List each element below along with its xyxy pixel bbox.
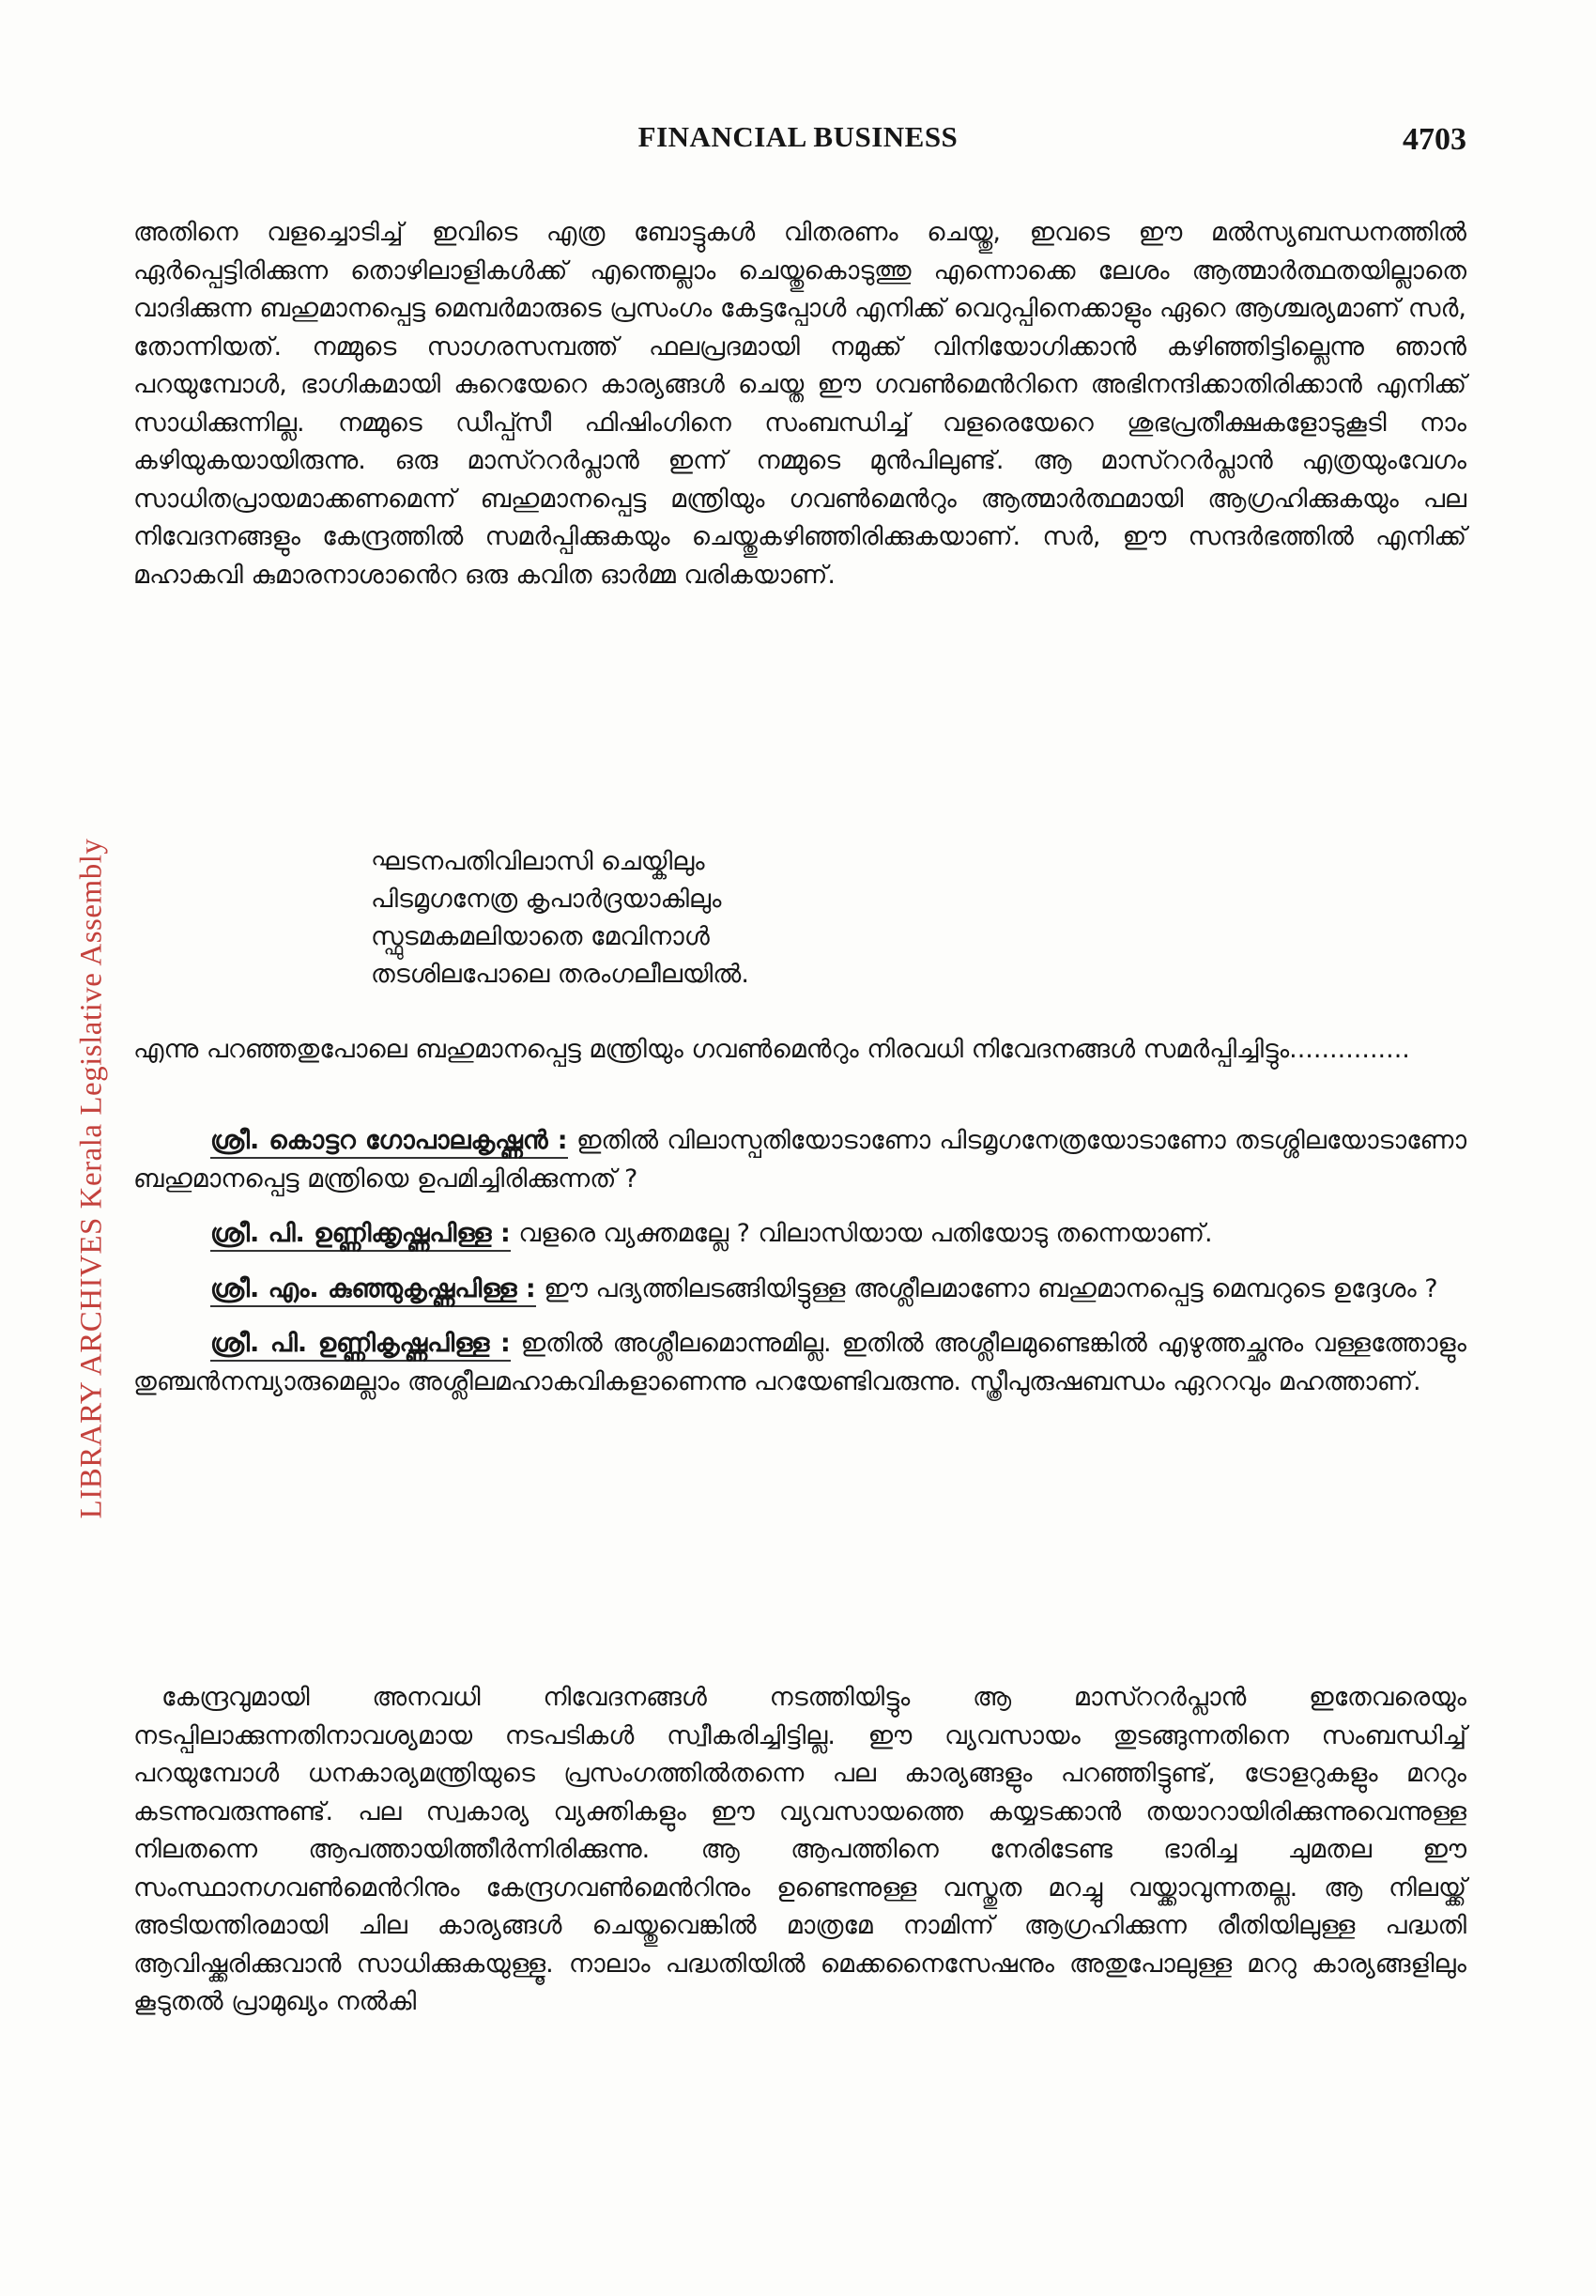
dialogue-turn xyxy=(133,1325,1466,1401)
poem-line: പിടമൃഗനേത്ര കൃപാർദ്രയാകിലും xyxy=(371,885,722,914)
speaker-name: ശ്രീ. പി. ഉണ്ണിക്കൃഷ്ണപിള്ള : xyxy=(210,1219,511,1252)
speech-text: ഇതിൽ വിലാസ്പതിയോടാണോ പിടമൃഗനേത്രയോടാണോ തടശ്ശിലയോടാണോ ബഹുമാനപ്പെട്ട മന്ത്രിയെ ഉപമിച്ചിരിക്കുന്നത് ? xyxy=(133,1126,1467,1194)
archive-watermark: LIBRARY ARCHIVES Kerala Legislative Assembly xyxy=(74,838,109,1519)
poem-line: തടശിലപോലെ തരംഗലീലയിൽ. xyxy=(371,960,749,989)
speaker-name: ശ്രീ. എം. കുഞ്ഞുകൃഷ്ണപിള്ള : xyxy=(210,1274,536,1307)
speaker-name: ശ്രീ. പി. ഉണ്ണികൃഷ്ണപിള്ള : xyxy=(210,1329,511,1362)
dialogue-section xyxy=(133,1122,1466,1418)
poem-line: ഘടനപതിവിലാസി ചെയ്കിലും xyxy=(371,847,705,876)
running-header-title: FINANCIAL BUSINESS xyxy=(637,120,959,153)
poem-line: സ്ഫുടമകമലിയാതെ മേവിനാൾ xyxy=(371,922,710,951)
speech-text: ഈ പദ്യത്തിലടങ്ങിയിട്ടുള്ള അശ്ലീലമാണോ ബഹുമാനപ്പെട്ട മെമ്പറുടെ ഉദ്ദേശം ? xyxy=(535,1273,1438,1303)
dialogue-turn xyxy=(133,1215,1466,1254)
paragraph-final xyxy=(133,1679,1466,2022)
paragraph-text: എന്നു പറഞ്ഞതുപോലെ ബഹുമാനപ്പെട്ട മന്ത്രിയും ഗവൺമെൻറും നിരവധി നിവേദനങ്ങൾ സമർപ്പിച്ചിട്ടും............... xyxy=(133,1035,1410,1064)
speech-text: വളരെ വ്യക്തമല്ലേ ? വിലാസിയായ പതിയോടു തന്നെയാണ്. xyxy=(510,1219,1213,1248)
paragraph-text: കേന്ദ്രവുമായി അനവധി നിവേദനങ്ങൾ നടത്തിയിട്ടും ആ മാസ്ററർപ്ലാൻ ഇതേവരെയും നടപ്പിലാക്കുന്നതിനാവശ്യമായ നടപടികൾ സ്വീകരിച്ചിട്ടില്ല. ഈ വ്യവസായം തുടങ്ങുന്നതിനെ സംബന്ധിച്ച് പറയുമ്പോൾ ധനകാര്യമന്ത്രിയുടെ പ്രസംഗത്തിൽതന്നെ പല കാര്യങ്ങളും പറഞ്ഞിട്ടുണ്ട്, ട്രോളറുകളും മററും കടന്നുവരുന്നുണ്ട്. പല സ്വകാര്യ വ്യക്തികളും ഈ വ്യവസായത്തെ കയ്യടക്കാൻ തയാറായിരിക്കുന്നുവെന്നുള്ള നിലതന്നെ ആപത്തായിത്തീർന്നിരിക്കുന്നു. ആ ആപത്തിനെ നേരിടേണ്ട ഭാരിച്ച ചുമതല ഈ സംസ്ഥാനഗവൺമെൻറിനും കേന്ദ്രഗവൺമെൻറിനും ഉണ്ടെന്നുള്ള വസ്തുത മറച്ചു വയ്ക്കാവുന്നതല്ല. ആ നിലയ്ക്ക് അടിയന്തിരമായി ചില കാര്യങ്ങൾ ചെയ്തുവെങ്കിൽ മാത്രമേ നാമിന്ന് ആഗ്രഹിക്കുന്ന രീതിയിലുള്ള പദ്ധതി ആവിഷ്ക്കരിക്കുവാൻ സാധിക്കുകയുള്ളൂ. നാലാം പദ്ധതിയിൽ മെക്കനൈസേഷനും അതുപോലുള്ള മററു കാര്യങ്ങളിലും കൂടുതൽ പ്രാമുഖ്യം നൽകി xyxy=(133,1683,1466,2016)
speech-text: ഇതിൽ അശ്ലീലമൊന്നുമില്ല. ഇതിൽ അശ്ലീലമുണ്ടെങ്കിൽ എഴുത്തച്ഛനും വള്ളത്തോളും തുഞ്ചൻനമ്പ്യാരുമെല്ലാം അശ്ലീലമഹാകവികളാണെന്നു പറയേണ്ടിവരുന്നു. സ്ത്രീപുരുഷബന്ധം ഏററവും മഹത്താണ്. xyxy=(133,1329,1466,1396)
paragraph-after-poem xyxy=(133,1031,1466,1070)
poem-quote xyxy=(371,843,749,994)
paragraph-text: അതിനെ വളച്ചൊടിച്ച് ഇവിടെ എത്ര ബോട്ടുകൾ വിതരണം ചെയ്തു, ഇവടെ ഈ മൽസ്യബന്ധനത്തിൽ ഏർപ്പെട്ടിരിക്കുന്ന തൊഴിലാളികൾക്ക് എന്തെല്ലാം ചെയ്തുകൊടുത്തു എന്നൊക്കെ ലേശം ആത്മാർത്ഥതയില്ലാതെ വാദിക്കുന്ന ബഹുമാനപ്പെട്ട മെമ്പർമാരുടെ പ്രസംഗം കേട്ടപ്പോൾ എനിക്ക് വെറുപ്പിനെക്കാളും ഏറെ ആശ്ചര്യമാണ് സർ, തോന്നിയത്. നമ്മുടെ സാഗരസമ്പത്ത് ഫലപ്രദമായി നമുക്ക് വിനിയോഗിക്കാൻ കഴിഞ്ഞിട്ടില്ലെന്നു ഞാൻ പറയുമ്പോൾ, ഭാഗികമായി കുറെയേറെ കാര്യങ്ങൾ ചെയ്ത ഈ ഗവൺമെൻറിനെ അഭിനന്ദിക്കാതിരിക്കാൻ എനിക്ക് സാധിക്കുന്നില്ല. നമ്മുടെ ഡീപ്പ്സീ ഫിഷിംഗിനെ സംബന്ധിച്ച് വളരെയേറെ ശുഭപ്രതീക്ഷകളോടുകൂടി നാം കഴിയുകയായിരുന്നു. ഒരു മാസ്ററർപ്ലാൻ ഇന്ന് നമ്മുടെ മുൻപിലുണ്ട്. ആ മാസ്ററർപ്ലാൻ എത്രയുംവേഗം സാധിതപ്രായമാക്കണമെന്ന് ബഹുമാനപ്പെട്ട മന്ത്രിയും ഗവൺമെൻറും ആത്മാർത്ഥമായി ആഗ്രഹിക്കുകയും പല നിവേദനങ്ങളും കേന്ദ്രത്തിൽ സമർപ്പിക്കുകയും ചെയ്തുകഴിഞ്ഞിരിക്കുകയാണ്. സർ, ഈ സന്ദർഭത്തിൽ എനിക്ക് മഹാകവി കുമാരനാശാൻെറ ഒരു കവിത ഓർമ്മ വരികയാണ്. xyxy=(133,218,1466,590)
speaker-name: ശ്രീ. കൊട്ടറ ഗോപാലകൃഷ്ണൻ : xyxy=(210,1126,568,1159)
dialogue-turn xyxy=(133,1271,1466,1309)
paragraph-intro xyxy=(133,214,1466,594)
dialogue-turn xyxy=(133,1122,1466,1198)
page-number: 4703 xyxy=(1403,122,1466,157)
